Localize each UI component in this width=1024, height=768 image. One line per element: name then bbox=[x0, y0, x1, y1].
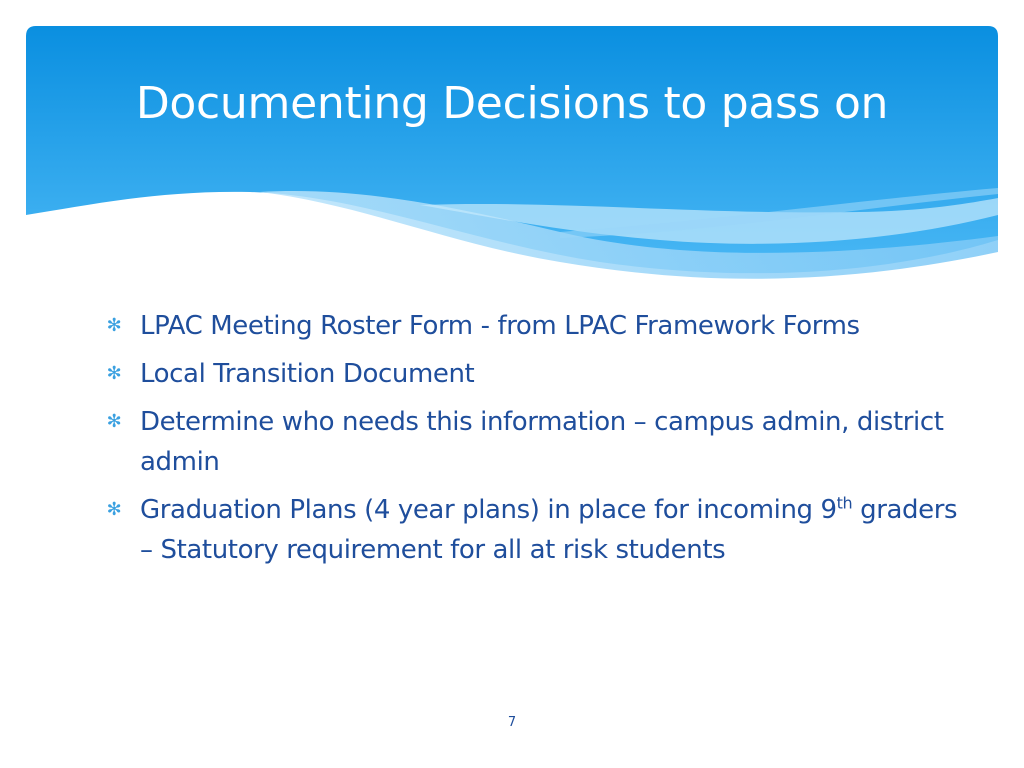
bullet-item bbox=[104, 490, 964, 570]
header-band bbox=[0, 0, 1024, 300]
asterisk-bullet-icon: ✻ bbox=[106, 363, 122, 384]
slide-title: Documenting Decisions to pass on bbox=[135, 78, 889, 129]
bullet-text: LPAC Meeting Roster Form - from LPAC Framework Forms bbox=[140, 311, 860, 341]
bullet-text: Local Transition Document bbox=[140, 359, 475, 389]
asterisk-bullet-icon: ✻ bbox=[106, 411, 122, 432]
asterisk-bullet-icon: ✻ bbox=[106, 499, 122, 520]
ordinal-superscript: th bbox=[836, 493, 853, 513]
bullet-list bbox=[104, 306, 964, 578]
bullet-item bbox=[104, 354, 964, 394]
asterisk-bullet-icon: ✻ bbox=[106, 315, 122, 336]
bullet-text: Determine who needs this information – campus admin, district admin bbox=[140, 407, 944, 477]
bullet-item bbox=[104, 402, 964, 482]
bullet-text-start: Graduation Plans (4 year plans) in place for incoming 9 bbox=[140, 495, 837, 525]
page-number: 7 bbox=[507, 715, 517, 730]
bullet-text-end: graders – Statutory requirement for all at risk students bbox=[140, 495, 958, 565]
bullet-item bbox=[104, 306, 964, 346]
